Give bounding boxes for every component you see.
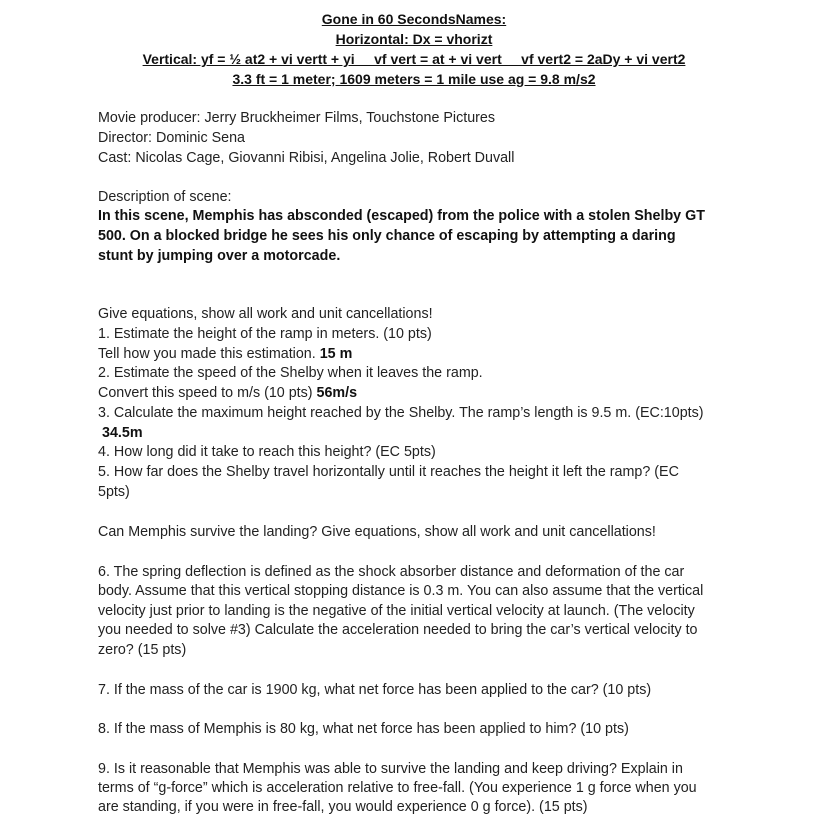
unit-conversions: 3.3 ft = 1 meter; 1609 meters = 1 mile use ag = 9.8 m/s2	[232, 71, 596, 87]
question-6: you needed to solve #3) Calculate the acceleration needed to bring the car’s vertical velocity to	[98, 622, 698, 638]
description-line: In this scene, Memphis has absconded (escaped) from the police with a stolen Shelby GT	[98, 208, 705, 224]
question-1-followup	[98, 346, 352, 362]
question-6: 6. The spring deflection is defined as the shock absorber distance and deformation of the car	[98, 564, 685, 580]
vertical-equations: Vertical: yf = ½ at2 + vi vertt + yi vf vert = at + vi vert vf vert2 = 2aDy + vi vert2	[142, 51, 686, 67]
question-5-cont: 5pts)	[98, 484, 130, 500]
question-2: 2. Estimate the speed of the Shelby when it leaves the ramp.	[98, 365, 483, 381]
question-1: 1. Estimate the height of the ramp in meters. (10 pts)	[98, 326, 432, 342]
answer-3: 34.5m	[102, 425, 143, 441]
question-7: 7. If the mass of the car is 1900 kg, what net force has been applied to the car? (10 pts)	[98, 682, 652, 698]
question-1b: Tell how you made this estimation.	[98, 346, 316, 362]
director: Director: Dominic Sena	[98, 130, 245, 146]
question-2b: Convert this speed to m/s (10 pts)	[98, 385, 313, 401]
description-line: stunt by jumping over a motorcade.	[98, 248, 341, 264]
question-9: 9. Is it reasonable that Memphis was able to survive the landing and keep driving? Explain in	[98, 761, 683, 777]
question-6: zero? (15 pts)	[98, 642, 187, 658]
question-5: 5. How far does the Shelby travel horizontally until it reaches the height it left the ramp? (EC	[98, 464, 679, 480]
description-line: 500. On a blocked bridge he sees his only chance of escaping by attempting a daring	[98, 228, 676, 244]
question-6: velocity just prior to landing is the negative of the initial vertical velocity at launch. (The velocity	[98, 603, 695, 619]
question-6: body. Assume that this vertical stopping distance is 0.3 m. You can also assume that the vertical	[98, 583, 704, 599]
part2-intro: Can Memphis survive the landing? Give equations, show all work and unit cancellations!	[98, 524, 656, 540]
worksheet-title: Gone in 60 SecondsNames:	[321, 11, 507, 27]
question-9: are standing, if you were in free-fall, you would experience 0 g force). (15 pts)	[98, 799, 588, 815]
question-8: 8. If the mass of Memphis is 80 kg, what net force has been applied to him? (10 pts)	[98, 721, 629, 737]
movie-producer: Movie producer: Jerry Bruckheimer Films, Touchstone Pictures	[98, 110, 496, 126]
question-4: 4. How long did it take to reach this height? (EC 5pts)	[98, 444, 436, 460]
question-3: 3. Calculate the maximum height reached by the Shelby. The ramp’s length is 9.5 m. (EC:10pts)	[98, 405, 704, 421]
answer-1: 15 m	[319, 346, 353, 362]
question-2-followup	[98, 385, 357, 401]
cast: Cast: Nicolas Cage, Giovanni Ribisi, Angelina Jolie, Robert Duvall	[98, 150, 515, 166]
answer-2: 56m/s	[316, 385, 358, 401]
question-9: terms of “g-force” which is acceleration relative to free-fall. (You experience 1 g force when you	[98, 780, 697, 796]
horizontal-equation: Horizontal: Dx = vhorizt	[335, 31, 493, 47]
part1-intro: Give equations, show all work and unit cancellations!	[98, 306, 433, 322]
description-label: Description of scene:	[98, 189, 232, 205]
